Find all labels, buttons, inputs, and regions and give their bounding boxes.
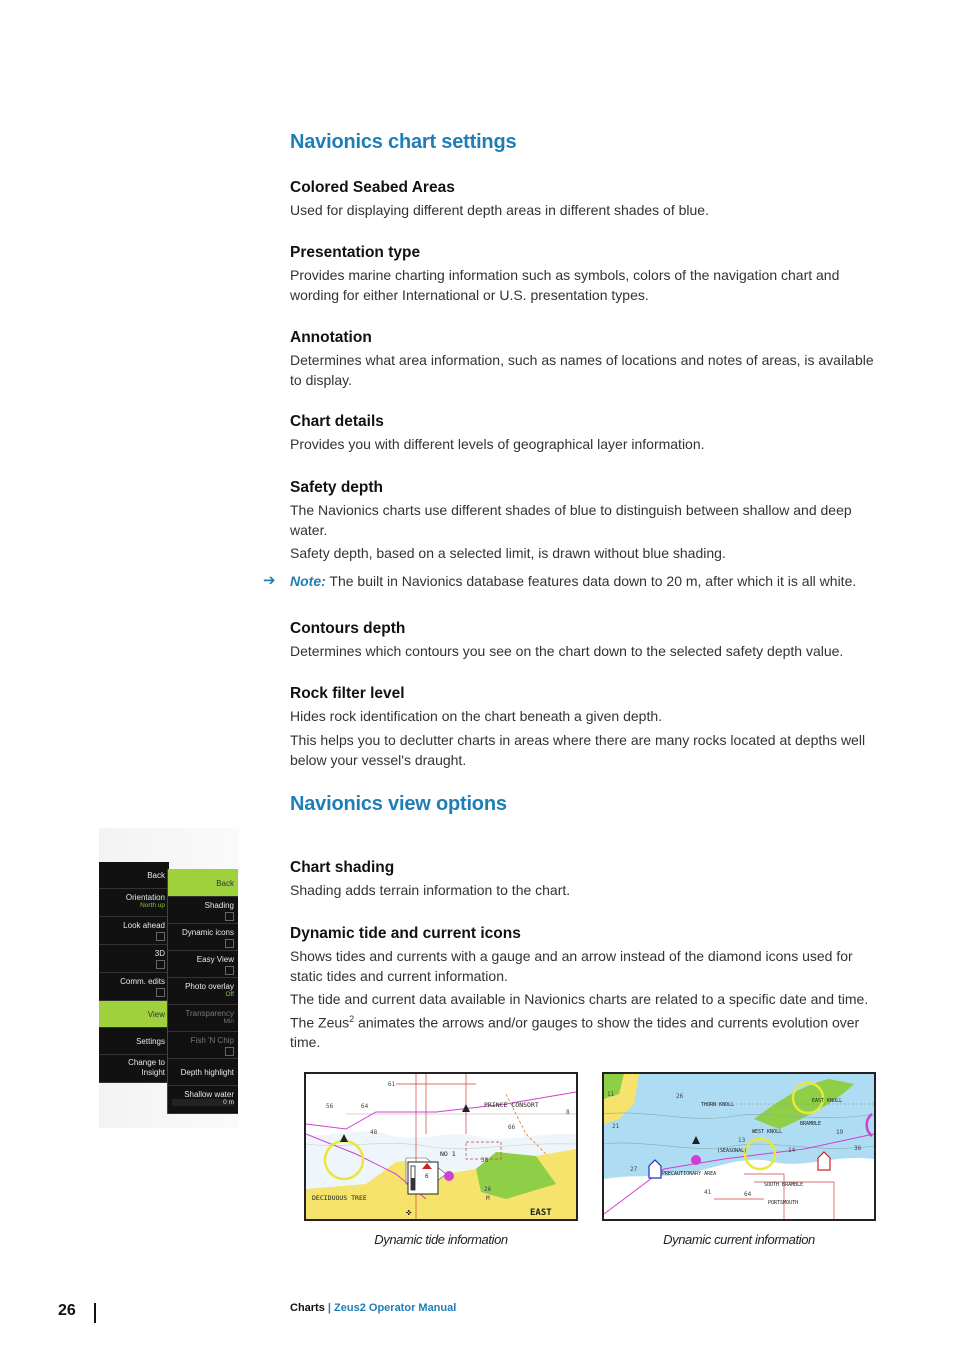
submenu-photo-overlay[interactable]: Photo overlay Off [168, 978, 238, 1005]
chart2-label-precautionary-area: PRECAUTIONARY AREA [662, 1171, 717, 1177]
tide-sup: 2 [349, 1013, 355, 1024]
para-tide-data [290, 990, 888, 1052]
checkbox-icon[interactable] [225, 1047, 234, 1056]
heading-rock-filter: Rock filter level [290, 685, 405, 702]
checkbox-icon[interactable] [156, 988, 165, 997]
checkbox-icon[interactable] [156, 932, 165, 941]
page-number: 26 [58, 1302, 76, 1319]
checkbox-icon[interactable] [225, 966, 234, 975]
heading-contours-depth: Contours depth [290, 620, 406, 637]
tide-text-c: animates the arrows and/or gauges to show the tides and currents evolution over time. [290, 1014, 860, 1050]
submenu-transparency[interactable]: Transparency Min [168, 1005, 238, 1032]
chart1-label-no1: NO 1 [440, 1150, 456, 1158]
heading-presentation-type: Presentation type [290, 244, 421, 261]
chart2-depth-36: 36 [854, 1145, 862, 1152]
heading-colored-seabed: Colored Seabed Areas [290, 179, 455, 196]
dynamic-tide-chart-image [304, 1072, 578, 1221]
chart1-depth-64: 64 [361, 1103, 369, 1110]
para-dynamic-icons: Shows tides and currents with a gauge and an arrow instead of the diamond icons used for static tides and current information. [290, 948, 853, 984]
chart2-depth-14: 14 [788, 1147, 796, 1154]
note-text: The built in Navionics database features data down to 20 m, after which it is all white. [325, 573, 857, 589]
chart2-depth-11: 11 [607, 1091, 615, 1098]
chart1-depth-26: 26 [484, 1186, 492, 1193]
para-chart-shading: Shading adds terrain information to the chart. [290, 882, 571, 898]
chart1-depth-48: 48 [370, 1129, 378, 1136]
menu-3d[interactable]: 3D [99, 945, 169, 973]
tide-gauge-value: 6 [425, 1173, 429, 1180]
chart2-label-seasonal: (SEASONAL) [717, 1148, 748, 1154]
chart2-depth-13: 13 [738, 1137, 746, 1144]
menu-orientation[interactable]: Orientation North up [99, 889, 169, 917]
para-safety-depth-1: The Navionics charts use different shades of blue to distinguish between shallow and deep water. [290, 502, 852, 538]
caption-dynamic-current: Dynamic current information [663, 1232, 815, 1247]
chart2-label-portsmouth: PORTSMOUTH [768, 1200, 799, 1206]
section-title-chart-settings: Navionics chart settings [290, 131, 517, 153]
chart1-depth-8: 8 [566, 1109, 570, 1116]
chart1-label-east: EAST [530, 1208, 552, 1218]
chart1-depth-61: 61 [388, 1081, 396, 1088]
chart2-label-east-knoll: EAST KNOLL [812, 1098, 843, 1104]
para-contours-depth: Determines which contours you see on the chart down to the selected safety depth value. [290, 643, 844, 659]
heading-safety-depth: Safety depth [290, 479, 384, 496]
checkbox-icon[interactable] [156, 960, 165, 969]
chart2-depth-21: 21 [612, 1123, 620, 1130]
checkbox-icon[interactable] [225, 939, 234, 948]
note-arrow-icon: ➔ [263, 572, 276, 589]
chart2-depth-27: 27 [630, 1166, 638, 1173]
submenu-back-button[interactable]: Back [168, 869, 238, 897]
para-colored-seabed: Used for displaying different depth areas in different shades of blue. [290, 202, 709, 218]
caption-dynamic-tide: Dynamic tide information [374, 1232, 508, 1247]
menu-back-button[interactable]: Back [99, 862, 169, 889]
mooring-icon [691, 1155, 701, 1165]
footer-manual: Zeus2 Operator Manual [334, 1302, 457, 1314]
section-title-view-options: Navionics view options [290, 793, 507, 815]
submenu-fish-n-chip[interactable]: Fish 'N Chip [168, 1032, 238, 1059]
submenu-dynamic-icons[interactable]: Dynamic icons [168, 924, 238, 951]
chart2-depth-26: 26 [676, 1093, 684, 1100]
footer-divider [94, 1303, 96, 1323]
chart1-depth-38: 38 [481, 1157, 489, 1164]
para-rock-filter-1: Hides rock identification on the chart beneath a given depth. [290, 708, 663, 724]
submenu-shading[interactable]: Shading [168, 897, 238, 924]
menu-right-panel [167, 869, 238, 1114]
chart2-depth-64: 64 [744, 1191, 752, 1198]
chart2-label-west-knoll: WEST KNOLL [752, 1129, 783, 1135]
menu-comm-edits[interactable]: Comm. edits [99, 973, 169, 1001]
submenu-shallow-water[interactable]: Shallow water 0 m [168, 1086, 238, 1114]
chart2-label-thorn-knoll: THORN KNOLL [701, 1102, 735, 1108]
chart2-label-south-bramble: SOUTH BRAMBLE [764, 1182, 804, 1188]
menu-change-to-insight[interactable]: Change to Insight [99, 1055, 169, 1083]
menu-left-panel [99, 862, 169, 1083]
compass-rose-icon: ✜ [406, 1208, 412, 1218]
menu-settings[interactable]: Settings [99, 1028, 169, 1055]
mooring-icon [444, 1171, 454, 1181]
chart1-label-m: M [486, 1195, 490, 1202]
para-safety-depth-2: Safety depth, based on a selected limit, is drawn without blue shading. [290, 545, 726, 561]
submenu-easy-view[interactable]: Easy View [168, 951, 238, 978]
dynamic-current-chart-image [602, 1072, 876, 1221]
checkbox-icon[interactable] [225, 912, 234, 921]
para-rock-filter-2: This helps you to declutter charts in areas where there are many rocks located at depths well below your vessel's draught. [290, 732, 866, 768]
heading-dynamic-icons: Dynamic tide and current icons [290, 925, 521, 942]
footer-title [290, 1302, 456, 1314]
chart2-label-bramble: BRAMBLE [800, 1121, 822, 1127]
para-presentation-type: Provides marine charting information such as symbols, colors of the navigation chart and wording for either International or U.S. presentation types. [290, 267, 840, 303]
tide-text-b: The Zeus [290, 1014, 350, 1031]
heading-chart-shading: Chart shading [290, 859, 395, 876]
para-chart-details: Provides you with different levels of geographical layer information. [290, 436, 705, 452]
footer-chapter: Charts [290, 1302, 325, 1314]
heading-annotation: Annotation [290, 329, 372, 346]
submenu-depth-highlight[interactable]: Depth highlight [168, 1059, 238, 1086]
chart1-label-deciduous-tree: DECIDUOUS TREE [312, 1194, 367, 1202]
para-annotation: Determines what area information, such as names of locations and notes of areas, is available to display. [290, 352, 874, 388]
chart2-depth-41: 41 [704, 1189, 712, 1196]
menu-look-ahead[interactable]: Look ahead [99, 917, 169, 945]
note-label: Note: [290, 573, 326, 589]
chart1-label-prince-consort: PRINCE CONSORT [484, 1101, 539, 1109]
heading-chart-details: Chart details [290, 413, 384, 430]
footer-separator: | [324, 1302, 335, 1314]
tide-text-a: The tide and current data available in Navionics charts are related to a specific date and time. [290, 991, 869, 1007]
chart1-depth-56: 56 [326, 1103, 334, 1110]
chart2-depth-19: 19 [836, 1129, 844, 1136]
note [290, 572, 910, 592]
chart1-depth-66: 66 [508, 1124, 516, 1131]
menu-view[interactable]: View [99, 1001, 169, 1028]
